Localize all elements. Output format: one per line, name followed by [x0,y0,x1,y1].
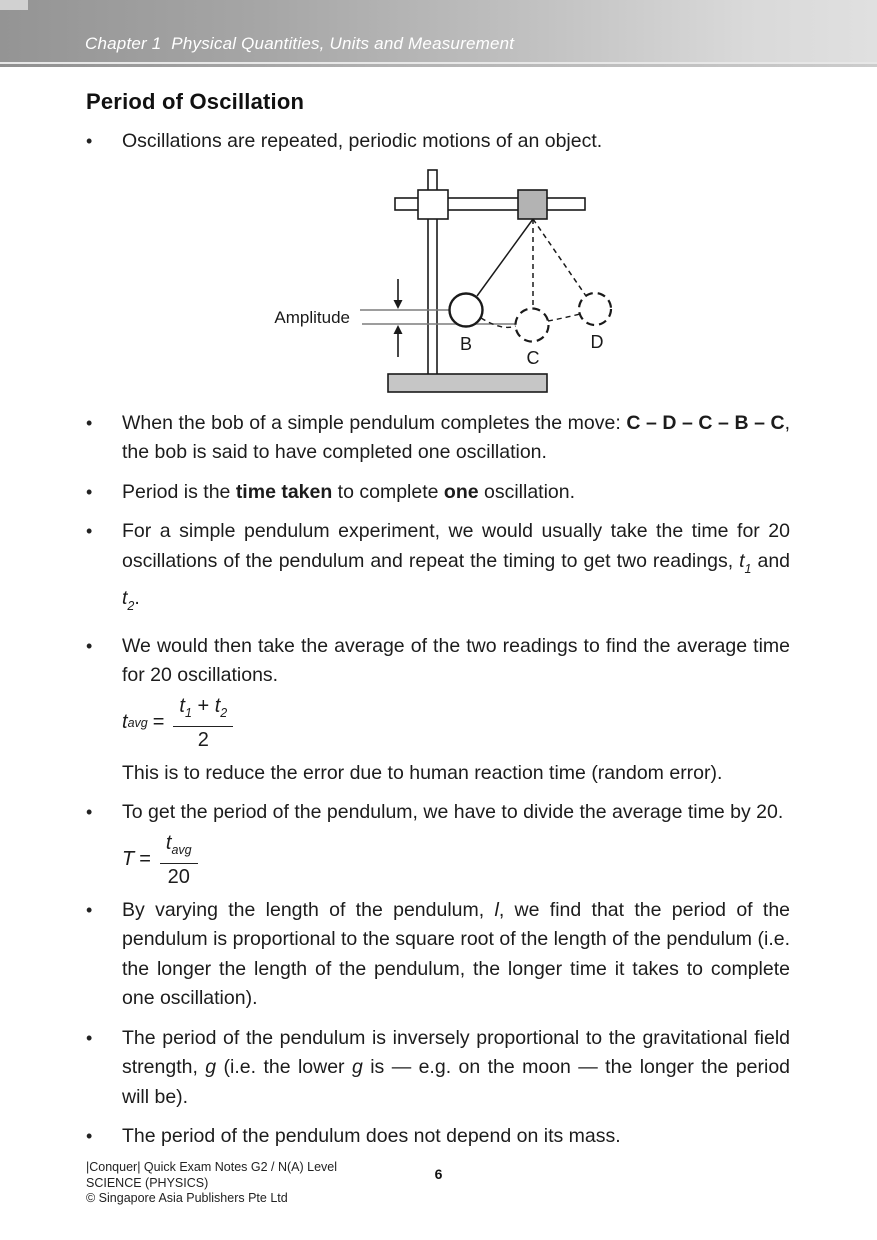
equals-sign: = [152,711,165,733]
page-content [0,67,877,1152]
text-segment: Oscillations are repeated, periodic motions of an object. [122,130,603,152]
bullet-marker: • [86,412,93,433]
bullet-marker: • [86,1126,93,1146]
bullet-text [122,632,790,691]
bullet-text [122,478,790,508]
text-segment: (i.e. the lower [216,1056,352,1078]
text-segment: t [165,831,172,854]
footer-copyright: © Singapore Asia Publishers Pte Ltd [86,1191,288,1205]
fraction-numerator [160,832,198,864]
pendulum-string-b [477,219,533,296]
chapter-header-band [0,0,877,62]
text-segment: The period of the pendulum is inversely proportional to the gravitational field strength, [122,1026,790,1078]
bullet-text [122,409,790,468]
text-segment: to complete [332,480,444,503]
formula-lhs-subscript: avg [127,715,148,730]
bullet-text [122,896,790,1014]
bullet-text [122,798,790,828]
note-text [122,759,790,789]
text-segment: 2 [220,705,228,720]
bullet-mass-independence [86,1122,790,1152]
stand-clamp [418,190,448,219]
bullet-text [122,127,790,157]
position-c-label: C [526,347,540,368]
header-corner-highlight [0,0,28,10]
fraction-numerator [173,695,233,727]
bullet-divide-by-20 [86,798,790,828]
bullet-marker: • [86,131,93,151]
page-title: Period of Oscillation [86,89,305,114]
pendulum-diagram [250,167,670,397]
bullet-marker: • [86,481,93,502]
fraction-denominator: 20 [167,865,190,888]
text-segment: The period of the pendulum does not depend on its mass. [122,1125,621,1147]
text-segment: , the bob is said to have completed one oscillation. [122,411,790,463]
bullet-marker: • [86,521,93,541]
amplitude-label: Amplitude [274,307,350,327]
footer-series-title: |Conquer| Quick Exam Notes G2 / N(A) Level [86,1160,338,1174]
text-segment: This is to reduce the error due to human reaction time (random error). [122,761,723,784]
pendulum-bob-c [516,308,549,341]
stand-base [388,374,547,392]
note-random-error [86,759,790,789]
text-segment: To get the period of the pendulum, we have to divide the average time by 20. [122,801,784,823]
bullet-marker-empty [86,759,122,789]
text-segment: 1 [184,705,192,720]
text-segment: When the bob of a simple pendulum completes the move: [122,411,627,434]
bullet-marker: • [86,899,93,920]
bullet-text [122,1122,790,1152]
formula-lhs: t [122,711,128,733]
text-segment: 2 [127,599,135,613]
bullet-one-oscillation [86,409,790,468]
text-segment: 1 [744,561,752,576]
text-segment: By varying the length of the pendulum, [122,898,495,921]
swing-arc-b-to-c [481,318,516,327]
text-segment: avg [171,842,192,857]
text-segment: l [494,898,499,921]
fraction [173,695,233,751]
bullet-period-definition [86,478,790,508]
text-segment: t [214,694,221,717]
equals-sign: = [139,848,151,870]
bullet-oscillations-definition [86,127,790,157]
bullet-gravity-relation [86,1024,790,1113]
position-d-label: D [590,331,604,352]
pendulum-bob-b [450,293,483,326]
bullet-text [122,517,790,622]
swing-arc-c-to-d [548,314,580,321]
chapter-title: Chapter 1 Physical Quantities, Units and Measurement [85,34,515,53]
text-segment: . [134,587,140,609]
pendulum-bob-d [579,293,611,325]
text-segment: g [351,1056,363,1078]
formula-period [122,832,790,888]
page-number: 6 [434,1166,443,1182]
text-segment: t [122,587,128,609]
text-segment: , we find that the period of the pendulum is proportional to the square root of the length of the pendulum (i.e. the longer the length of the pendulum, the longer time it takes to complete one oscillation). [122,898,791,1009]
bullet-marker: • [86,635,93,656]
pendulum-pivot-block [518,190,547,219]
text-segment: one [443,480,479,503]
fraction-denominator: 2 [197,728,209,751]
text-segment: Period is the [122,480,236,503]
text-segment: t [739,549,745,572]
fraction [160,832,198,888]
bullet-marker: • [86,802,93,822]
bullet-marker: • [86,1027,93,1048]
text-segment: g [205,1056,217,1078]
formula-lhs: T [122,848,135,870]
text-segment: and [751,549,791,572]
bullet-text [122,1024,790,1113]
text-segment: is — e.g. on the moon — the longer the period will be). [122,1056,791,1108]
text-segment: + [191,694,215,717]
bullet-average-readings [86,632,790,691]
position-b-label: B [459,333,473,354]
text-segment: t [179,694,185,717]
amplitude-up-arrow-head [394,325,403,334]
text-segment: oscillation. [478,480,576,503]
footer-imprint [86,1160,337,1207]
formula-average-time [122,695,790,751]
footer-subject: SCIENCE (PHYSICS) [86,1175,209,1190]
bullet-length-relation [86,896,790,1014]
text-segment: For a simple pendulum experiment, we would usually take the time for 20 oscillations of the pendulum and repeat the timing to get two readings, [122,520,790,572]
pendulum-string-d [533,219,586,296]
amplitude-down-arrow-head [394,300,403,309]
text-segment: time taken [235,480,333,503]
text-segment: C – D – C – B – C [626,411,785,434]
text-segment: We would then take the average of the two readings to find the average time for 20 oscillations. [122,634,790,686]
page-footer [0,1158,877,1218]
bullet-experiment-readings [86,517,790,622]
